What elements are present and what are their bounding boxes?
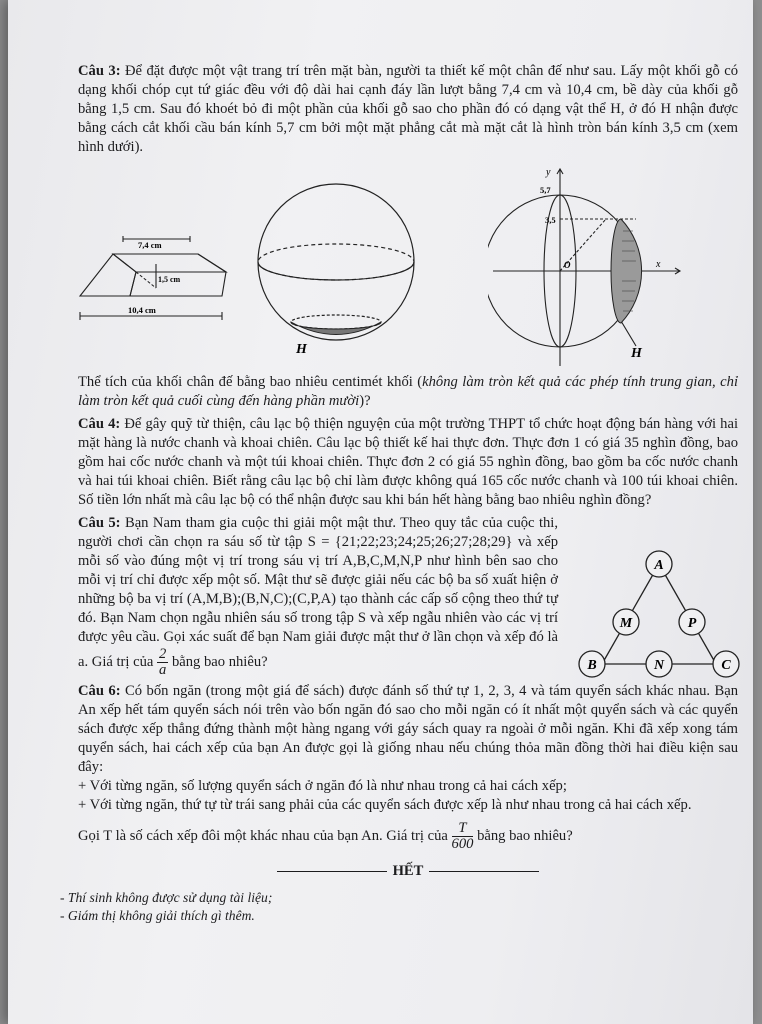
question-5-label: Câu 5: xyxy=(78,515,121,531)
cap-h-label: H xyxy=(631,346,642,361)
question-5-text-block xyxy=(78,514,558,678)
triangle-diagram xyxy=(574,544,744,694)
question-3-ask-italic: không làm tròn kết quả các phép tính trung gian, chỉ làm tròn kết quả cuối cùng đến hàng phần mười xyxy=(78,374,738,409)
end-line-left xyxy=(277,871,387,872)
question-5 xyxy=(78,514,738,678)
end-label: HẾT xyxy=(392,863,424,879)
axis-y-label: y xyxy=(546,167,551,178)
node-m: M xyxy=(619,616,633,631)
axis-x-label: x xyxy=(656,259,661,270)
value-57-label: 5,7 xyxy=(540,185,551,195)
sphere-cap-figure xyxy=(256,177,426,362)
value-35-label: 3,5 xyxy=(545,215,556,225)
question-6-final xyxy=(78,821,738,852)
end-marker xyxy=(78,862,738,881)
question-6-final-text: Gọi T là số cách xếp đôi một khác nhau của bạn An. Giá trị của xyxy=(78,827,452,844)
note-1: - Thí sinh không được sử dụng tài liệu; xyxy=(60,890,273,905)
question-6-text: Có bốn ngăn (trong một giá để sách) được đánh số thứ tự 1, 2, 3, 4 và tám quyển sách khác nhau. Bạn An xếp hết tám quyển sách nói trên vào bốn ngăn đó sao cho mỗi ngăn có ít nhất một quyển sách và các quyển sách được xếp thẳng đứng thành một hàng ngang với gáy sách quay ra ngoài ở mỗi ngăn. Khi đã xếp xong tám quyển sách, hai cách xếp của bạn An được gọi là giống nhau nếu chúng thỏa mãn đồng thời hai điều kiện sau đây: xyxy=(78,683,739,775)
question-3-text: Để đặt được một vật trang trí trên mặt bàn, người ta thiết kế một chân đế như sau. Lấy một khối gỗ có dạng khối chóp cụt tứ giác đều với độ dài hai cạnh đáy lần lượt bằng 7,4 cm và 10,4 cm, bề dày của khối gỗ bằng 1,5 cm. Sau đó khoét bỏ đi một phần của khối gỗ sao cho phần đó có dạng vật thể H, ở đó H nhận được bằng cách cắt khối cầu bán kính 5,7 cm bởi một mặt phẳng cắt mà mặt cắt là hình tròn bán kính 3,5 cm (xem hình dưới). xyxy=(78,63,738,155)
question-3-ask xyxy=(78,373,738,411)
end-line-right xyxy=(429,871,539,872)
fraction-numerator: 2 xyxy=(159,646,167,662)
fraction-numerator: T xyxy=(452,821,474,837)
question-3-ask-end: )? xyxy=(359,393,371,409)
exam-page xyxy=(60,62,739,925)
frustum-bottom-label: 10,4 cm xyxy=(128,305,156,315)
fraction-denominator: a xyxy=(159,662,167,678)
exam-paper xyxy=(8,0,753,1024)
question-3-ask-plain: Thể tích của khối chân đế bằng bao nhiêu centimét khối ( xyxy=(78,374,423,390)
question-6-label: Câu 6: xyxy=(78,683,121,699)
question-5-fraction xyxy=(157,647,168,678)
question-6-condition-2: + Với từng ngăn, thứ tự từ trái sang phải của các quyển sách được xếp là như nhau trong cả hai cách xếp. xyxy=(78,797,692,813)
frustum-figure xyxy=(78,236,248,346)
node-c: C xyxy=(721,658,731,673)
question-4 xyxy=(78,415,738,510)
question-5-text-end: bằng bao nhiêu? xyxy=(168,653,268,670)
question-6-final-end: bằng bao nhiêu? xyxy=(473,827,573,844)
node-p: P xyxy=(687,616,697,631)
sphere-h-label: H xyxy=(296,342,307,357)
node-a: A xyxy=(654,558,664,573)
exam-notes xyxy=(60,889,738,925)
node-n: N xyxy=(653,658,665,673)
question-3-label: Câu 3: xyxy=(78,63,121,79)
fraction-denominator: 600 xyxy=(451,836,474,852)
question-4-label: Câu 4: xyxy=(78,416,121,432)
node-b: B xyxy=(587,658,597,673)
question-3 xyxy=(78,62,738,157)
question-6-condition-1: + Với từng ngăn, số lượng quyển sách ở ngăn đó là như nhau trong cả hai cách xếp; xyxy=(78,778,567,794)
note-2: - Giám thị không giải thích gì thêm. xyxy=(60,908,255,923)
question-6-fraction xyxy=(452,821,474,852)
question-5-text: Bạn Nam tham gia cuộc thi giải một mật thư. Theo quy tắc của cuộc thi, người chơi cần chọn ra sáu số từ tập S = {21;22;23;24;25;26;27;28;29} và xếp mỗi số vào đúng một vị trí trong sáu vị trí A,B,C,M,N,P như hình bên sao cho mỗi vị trí chỉ được xếp một số. Mật thư sẽ được giải nếu các bộ ba số xuất hiện ở những bộ ba vị trí (A,M,B);(B,N,C);(C,P,A) tạo thành các cấp số cộng theo thứ tự đó. Bạn Nam chọn ngẫu nhiên sáu số trong tập S và xếp ngẫu nhiên vào các vị trí được yêu cầu. Gọi xác suất để bạn Nam giải được mật thư ở lần chọn và xếp đó là a. Giá trị của xyxy=(78,515,559,670)
question-4-text: Để gây quỹ từ thiện, câu lạc bộ thiện nguyện của một trường THPT tổ chức hoạt động bán hàng với hai mặt hàng là nước chanh và khoai chiên. Câu lạc bộ thiết kế hai thực đơn. Thực đơn 1 có giá 35 nghìn đồng, bao gồm hai cốc nước chanh và một túi khoai chiên. Thực đơn 2 có giá 55 nghìn đồng, bao gồm ba cốc nước chanh và hai túi khoai chiên. Biết rằng câu lạc bộ chỉ làm được không quá 165 cốc nước chanh và 100 túi khoai chiên. Số tiền lớn nhất mà câu lạc bộ có thể nhận được sau khi bán hết hàng bằng bao nhiêu nghìn đồng? xyxy=(78,416,739,508)
frustum-side-label: 1,5 cm xyxy=(158,275,181,284)
origin-label: O xyxy=(564,260,571,270)
coordinate-sphere-figure xyxy=(488,161,688,366)
question-6 xyxy=(78,682,738,777)
question-3-figures xyxy=(78,161,738,371)
frustum-top-label: 7,4 cm xyxy=(138,240,162,250)
